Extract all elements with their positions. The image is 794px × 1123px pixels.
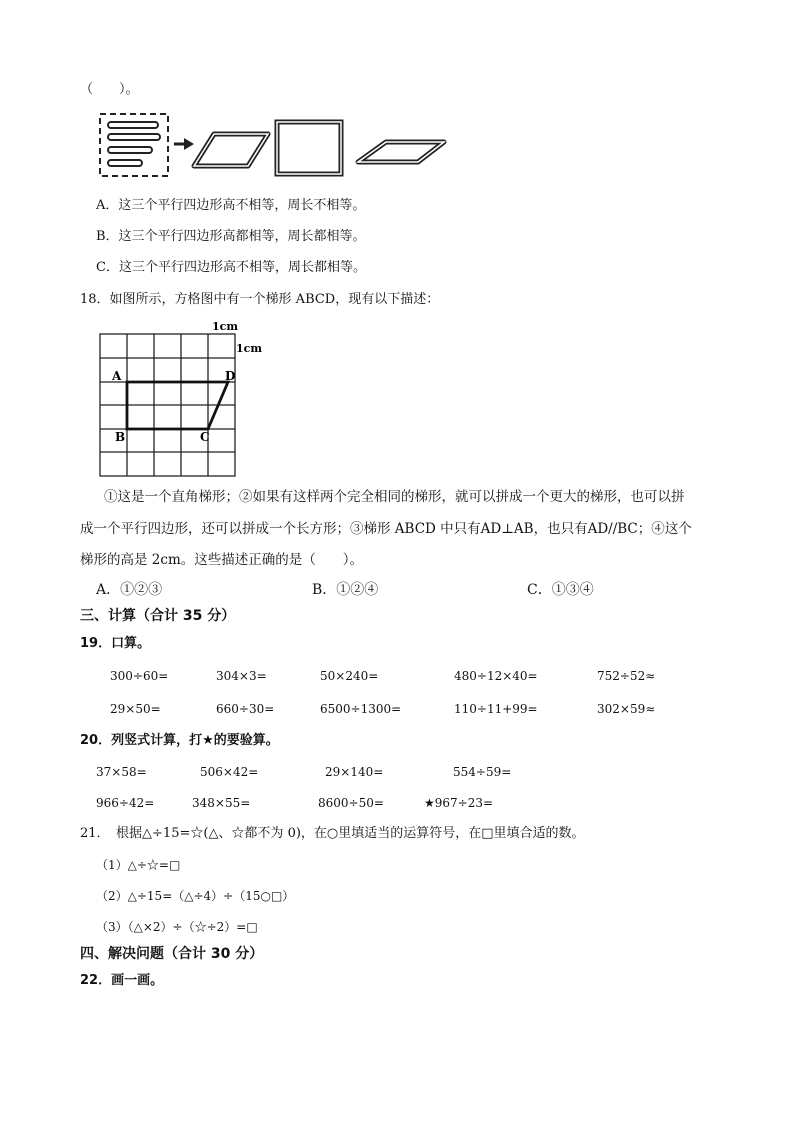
q19-item: 752÷52≈ <box>597 669 656 683</box>
q18-description-line1: ①这是一个直角梯形；②如果有这样两个完全相同的梯形，就可以拼成一个更大的梯形，也可以拼 <box>104 489 685 505</box>
q18-option-b: B．①②④ <box>312 582 379 598</box>
q19-item: 6500÷1300= <box>320 702 402 716</box>
parallelogram-figure <box>96 110 456 182</box>
q17-option-b: B．这三个平行四边形高都相等，周长都相等。 <box>96 229 366 244</box>
label-c: C <box>200 430 210 444</box>
q20-item: 966÷42= <box>96 796 155 810</box>
q19-item: 50×240= <box>320 669 379 683</box>
section-3-title: 三、计算（合计 35 分） <box>80 608 236 624</box>
question-18-stem: 18．如图所示，方格图中有一个梯形 ABCD，现有以下描述： <box>80 292 440 307</box>
label-a: A <box>112 369 122 383</box>
q18-description-line2: 成一个平行四边形，还可以拼成一个长方形；③梯形 ABCD 中只有AD⊥AB，也只有AD//BC；④这个 <box>80 521 692 537</box>
q19-item: 304×3= <box>216 669 267 683</box>
label-b: B <box>115 430 126 444</box>
q19-item: 300÷60= <box>110 669 169 683</box>
q20-item: 348×55= <box>192 796 251 810</box>
q20-item: 29×140= <box>325 765 384 779</box>
q17-option-c: C．这三个平行四边形高不相等，周长都相等。 <box>96 260 366 275</box>
question-20-stem: 20．列竖式计算，打★的要验算。 <box>80 733 279 748</box>
q21-item-3: （3）（△×2）÷（☆÷2）=□ <box>96 920 258 934</box>
q19-item: 660÷30= <box>216 702 275 716</box>
q18-description-line3: 梯形的高是 2cm。这些描述正确的是（ ）。 <box>80 552 363 568</box>
q17-option-a: A．这三个平行四边形高不相等，周长不相等。 <box>96 198 366 213</box>
label-unit-right: 1cm <box>236 342 262 355</box>
trapezoid-grid-figure <box>96 318 276 478</box>
q19-item: 110÷11+99= <box>454 702 538 716</box>
q20-item: 506×42= <box>200 765 259 779</box>
q18-option-c: C．①③④ <box>527 582 594 598</box>
q19-item: 302×59≈ <box>597 702 656 716</box>
label-unit-top: 1cm <box>212 320 238 333</box>
q19-item: 29×50= <box>110 702 161 716</box>
q21-item-2: （2）△÷15=（△÷4）÷（15○□） <box>96 889 295 903</box>
question-21-stem: 21． 根据△÷15=☆(△、☆都不为 0)，在○里填适当的运算符号，在□里填合适的数。 <box>80 826 585 841</box>
q20-item: 554÷59= <box>453 765 512 779</box>
q18-option-a: A．①②③ <box>96 582 163 598</box>
question-19-stem: 19．口算。 <box>80 636 151 651</box>
q20-item: 8600÷50= <box>318 796 384 810</box>
q20-item: ★967÷23= <box>424 796 494 810</box>
section-4-title: 四、解决问题（合计 30 分） <box>80 946 264 962</box>
q20-item: 37×58= <box>96 765 147 779</box>
question-22-stem: 22．画一画。 <box>80 973 164 988</box>
question-17-tail: （ ）。 <box>80 82 139 97</box>
q19-item: 480÷12×40= <box>454 669 538 683</box>
label-d: D <box>225 369 236 383</box>
q21-item-1: （1）△÷☆=□ <box>96 858 181 872</box>
